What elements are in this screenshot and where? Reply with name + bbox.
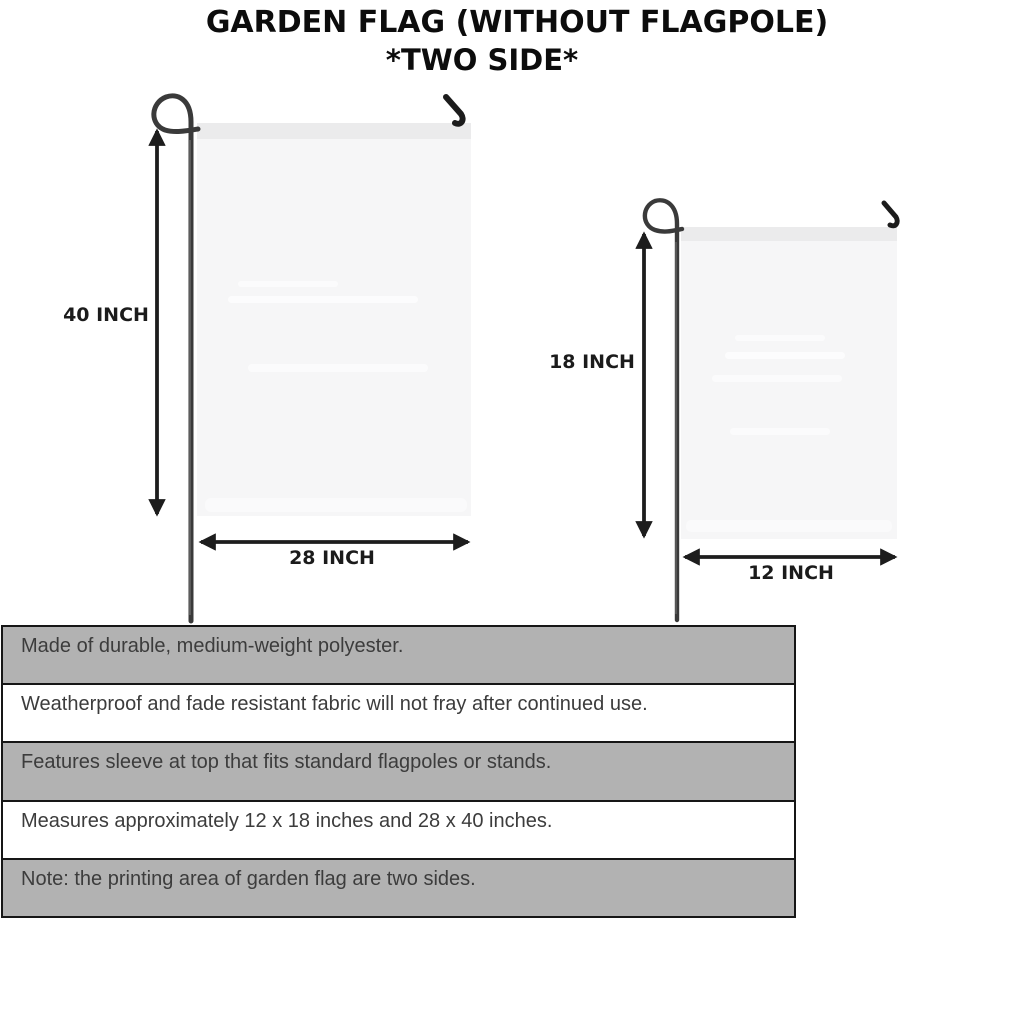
feature-row-material: Made of durable, medium-weight polyester.: [3, 627, 794, 683]
page-title-line1: GARDEN FLAG (WITHOUT FLAGPOLE): [205, 5, 829, 40]
large-flag-height-label: 40 INCH: [63, 304, 149, 326]
small-flag-sleeve: [681, 227, 897, 241]
small-pole-hook-icon: [884, 203, 897, 226]
feature-row-weatherproof: Weatherproof and fade resistant fabric will not fray after continued use.: [3, 683, 794, 741]
page-title-line2: *TWO SIDE*: [385, 42, 579, 77]
large-flag-width-label: 28 INCH: [289, 547, 375, 569]
small-flag-diagram: [644, 200, 897, 620]
large-flag-sleeve: [197, 123, 471, 139]
small-flag-height-label: 18 INCH: [549, 351, 635, 373]
large-pole-hook-icon: [446, 97, 463, 124]
feature-row-measures: Measures approximately 12 x 18 inches and 28 x 40 inches.: [3, 800, 794, 858]
large-flag-canvas: [197, 123, 471, 516]
large-flag-diagram: [154, 96, 471, 621]
features-table: [1, 625, 796, 918]
feature-row-note: Note: the printing area of garden flag are two sides.: [3, 858, 794, 916]
small-flag-canvas: [681, 227, 897, 539]
large-flagpole: [154, 96, 198, 621]
small-flag-width-label: 12 INCH: [748, 562, 834, 584]
feature-row-sleeve: Features sleeve at top that fits standard flagpoles or stands.: [3, 741, 794, 799]
